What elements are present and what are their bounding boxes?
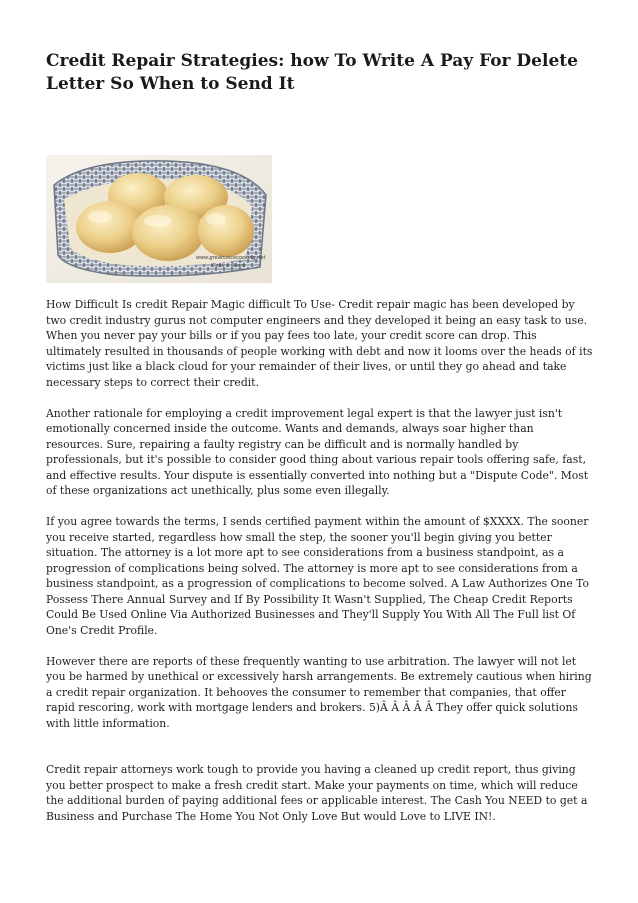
document-title: Credit Repair Strategies: how To Write A Pay For Delete Letter So When to Send It bbox=[46, 51, 578, 94]
paragraph: However there are reports of these frequently wanting to use arbitration. The lawyer will not let you be harmed by unethical or excessively harsh arrangements. Be extremely cautious when hiring a credit repair organization. It behooves the consumer to remember that companies, that offer rapid rescoring, work with mortgage lenders and brokers. 5)Â Â Â Â Â They offer quick solutions with little information. bbox=[46, 654, 592, 730]
paragraph: Credit repair attorneys work tough to provide you having a cleaned up credit report, thus giving you better prospect to make a fresh credit start. Make your payments on time, which will reduce the additional burden of paying additional fees or applicable interest. The Cash You NEED to get a Business and Purchase The Home You Not Only Love But would Love to LIVE IN!. bbox=[46, 763, 588, 823]
paragraph: If you agree towards the terms, I sends certified payment within the amount of $XXXX. The sooner you receive started, regardless how small the step, the sooner you'll begin giving you better situation. The attorney is a lot more apt to see considerations from a business standpoint, as a progression of complications being solved. The attorney is more apt to see considerations from a business standpoint, as a progression of complications to become solved. A Law Authorizes One To Possess There Annual Survey and If By Possibility It Wasn't Supplied, The Cheap Credit Reports Could Be Used Online Via Authorized Businesses and They'll Supply You With All The Full list Of One's Credit Profile. bbox=[46, 515, 590, 637]
article-body bbox=[46, 297, 594, 840]
photo-watermark-url: www.greatvoicecooking.net bbox=[196, 255, 266, 261]
paragraph: Another rationale for employing a credit improvement legal expert is that the lawyer just isn't emotionally concerned inside the outcome. Wants and demands, always soar higher than resources. Sure, repairing a faulty registry can be difficult and is normally handled by professionals, but it's possible to consider good thing about various repair tools offering safe, fast, and effective results. Your dispute is essentially converted into nothing but a "Dispute Code". Most of these organizations act unethically, plus some even illegally. bbox=[46, 406, 589, 497]
photo-watermark-tagline: Cook n Share bbox=[212, 263, 246, 269]
bread-rolls-photo bbox=[46, 155, 272, 283]
paragraph: How Difficult Is credit Repair Magic difficult To Use- Credit repair magic has been developed by two credit industry gurus not computer engineers and they developed it being an easy task to use. When you never pay your bills or if you pay fees too late, your credit score can drop. This ultimately resulted in thousands of people working with debt and now it looms over the heads of its victims just like a black cloud for your remainder of their lives, or until they go ahead and take necessary steps to correct their credit. bbox=[46, 298, 593, 389]
